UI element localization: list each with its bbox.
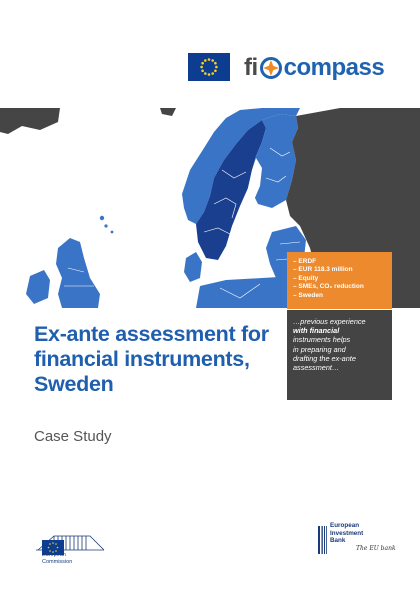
key-facts-box	[287, 252, 392, 309]
eu-flag-icon	[188, 53, 230, 81]
fact-amount: – EUR 118.3 million	[293, 266, 353, 274]
quote-line: …previous experience	[293, 317, 366, 326]
fact-country: – Sweden	[293, 291, 323, 299]
title-line: Ex-ante assessment for	[34, 322, 269, 346]
eib-label-line1: European	[330, 522, 360, 529]
eib-tagline: The EU bank	[356, 545, 396, 552]
european-commission-building-icon	[34, 514, 106, 574]
ec-label	[42, 552, 72, 565]
page-title	[34, 322, 284, 397]
fact-fund: – ERDF	[293, 258, 317, 265]
title-line: financial instruments,	[34, 347, 250, 371]
eib-label-line3: Bank	[330, 537, 346, 544]
title-line: Sweden	[34, 372, 114, 396]
quote-line: assessment…	[293, 363, 340, 373]
ec-label-line2: Commission	[42, 558, 73, 565]
fi-compass-mark-icon	[260, 57, 282, 79]
page-subtitle: Case Study	[34, 428, 112, 445]
quote-line: drafting the ex-ante	[293, 353, 356, 363]
quote-line: with financial	[293, 326, 340, 336]
quote-line: instruments helps	[293, 335, 351, 345]
quote-line: in preparing and	[293, 344, 346, 354]
fact-product: – Equity	[293, 274, 319, 282]
fact-target: – SMEs, CO₂ reduction	[293, 283, 364, 291]
quote-box	[287, 310, 392, 400]
eib-label	[330, 522, 363, 545]
fi-compass-logo	[244, 52, 384, 84]
logo-compass-text: compass	[283, 54, 385, 81]
logo-fi-text: fi	[244, 54, 258, 81]
eib-label-line2: Investment	[330, 529, 364, 537]
ec-label-line1: European	[42, 552, 66, 558]
